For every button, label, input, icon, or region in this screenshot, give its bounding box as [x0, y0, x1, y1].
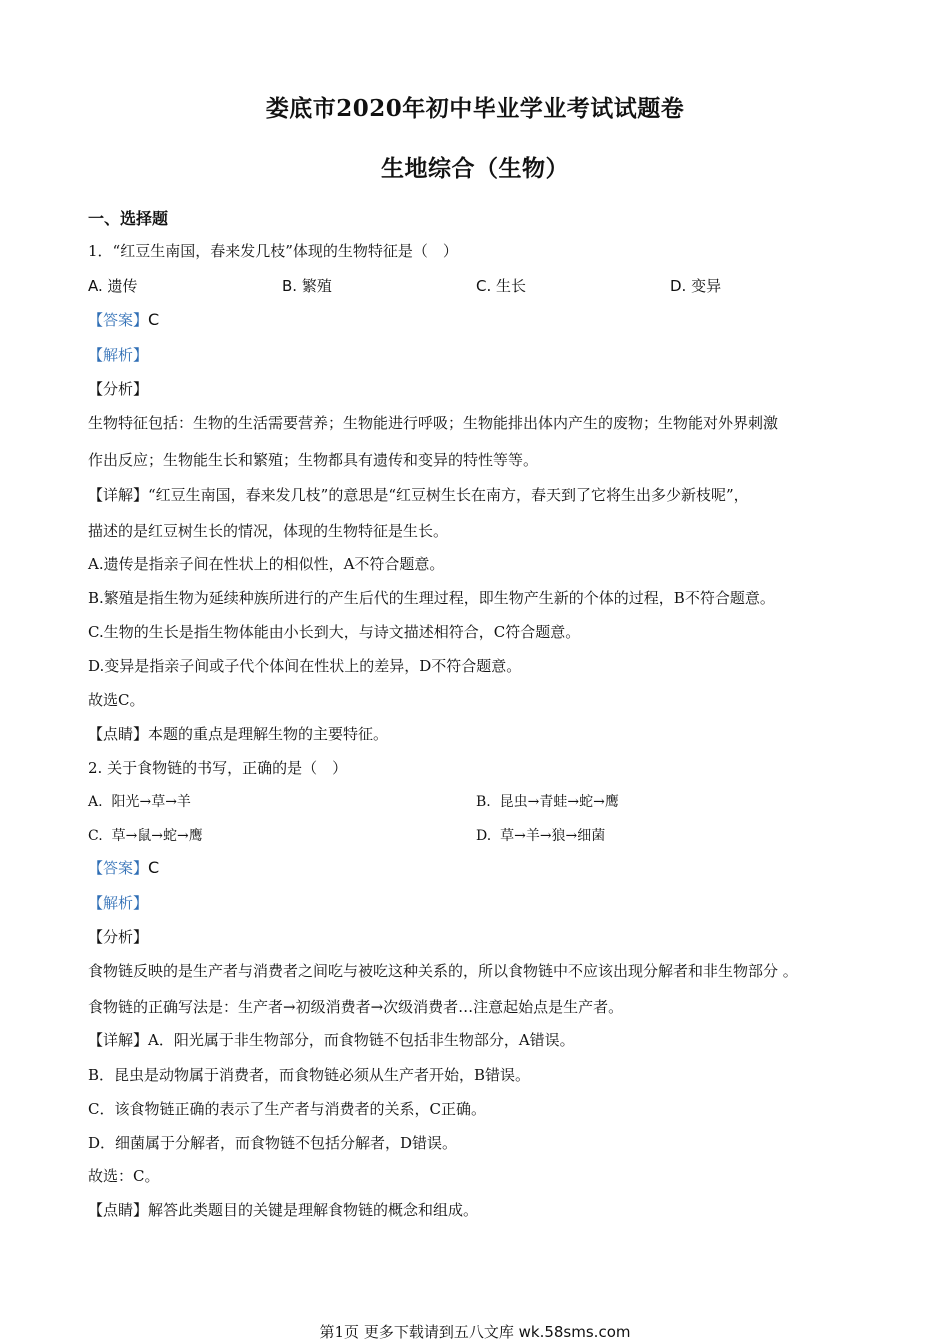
option-text: 阳光→草→羊 — [111, 794, 191, 810]
q2-text-line: B．昆虫是动物属于消费者，而食物链必须从生产者开始，B错误。 — [88, 1066, 531, 1084]
q1-text-line: A.遗传是指亲子间在性状上的相似性，A不符合题意。 — [88, 555, 445, 573]
q1-text-line: 生物特征包括：生物的生活需要营养；生物能进行呼吸；生物能排出体内产生的废物；生物能对外界刺激 — [88, 414, 779, 432]
q2-option-c — [88, 825, 203, 845]
q1-text-line: 作出反应；生物能生长和繁殖；生物都具有遗传和变异的特性等等。 — [88, 451, 539, 469]
option-letter: A. — [88, 277, 103, 295]
q1-text-line: C.生物的生长是指生物体能由小长到大，与诗文描述相符合，C符合题意。 — [88, 623, 581, 641]
q1-text-line: B.繁殖是指生物为延续种族所进行的产生后代的生理过程，即生物产生新的个体的过程，B不符合题意。 — [88, 589, 775, 607]
page-subtitle: 生地综合（生物） — [381, 155, 569, 182]
option-letter: D. — [670, 277, 687, 295]
q1-option-c — [476, 275, 526, 296]
option-text: 草→鼠→蛇→鹰 — [111, 828, 203, 844]
option-text: 变异 — [691, 277, 722, 295]
option-text: 繁殖 — [301, 277, 332, 295]
q1-option-b — [282, 275, 332, 296]
q2-text-line: C．该食物链正确的表示了生产者与消费者的关系，C正确。 — [88, 1100, 486, 1118]
footer-url: wk.58sms.com — [518, 1323, 631, 1341]
section-heading: 一、选择题 — [88, 209, 169, 228]
q1-text-line: 【详解】“红豆生南国，春来发几枝”的意思是“红豆树生长在南方，春天到了它将生出多少新枝呢”， — [88, 486, 749, 504]
answer-value: C — [148, 310, 160, 329]
q2-option-b — [476, 791, 619, 811]
q2-text-line: 食物链的正确写法是：生产者→初级消费者→次级消费者…注意起始点是生产者。 — [88, 998, 624, 1016]
option-letter: D. — [476, 828, 492, 844]
page-title: 娄底市2020年初中毕业学业考试试题卷 — [265, 95, 685, 122]
option-letter: C. — [476, 277, 492, 295]
q1-answer — [88, 309, 159, 330]
page-footer — [0, 1321, 950, 1342]
q1-stem: 1．“红豆生南国，春来发几枝”体现的生物特征是（ ） — [88, 242, 458, 260]
q2-text-line: 【详解】A．阳光属于非生物部分，而食物链不包括非生物部分，A错误。 — [88, 1031, 575, 1049]
q1-analysis-tag: 【解析】 — [88, 346, 149, 364]
q2-option-d — [476, 825, 605, 845]
option-letter: B. — [476, 794, 491, 810]
q2-answer — [88, 857, 159, 878]
q1-fenxi-tag: 【分析】 — [88, 380, 149, 398]
q2-option-a — [88, 791, 191, 811]
q2-fenxi-tag: 【分析】 — [88, 928, 149, 946]
option-letter: C. — [88, 828, 103, 844]
answer-tag: 【答案】 — [88, 859, 149, 877]
q1-option-d — [670, 275, 721, 296]
option-text: 生长 — [496, 277, 527, 295]
q2-text-line: D．细菌属于分解者，而食物链不包括分解者，D错误。 — [88, 1134, 458, 1152]
answer-value: C — [148, 858, 160, 877]
q1-text-line: D.变异是指亲子间或子代个体间在性状上的差异，D不符合题意。 — [88, 657, 522, 675]
option-text: 遗传 — [107, 277, 138, 295]
q1-text-line: 【点睛】本题的重点是理解生物的主要特征。 — [88, 725, 389, 743]
q2-text-line: 故选：C。 — [88, 1167, 160, 1185]
option-letter: A. — [88, 794, 103, 810]
q2-text-line: 食物链反映的是生产者与消费者之间吃与被吃这种关系的，所以食物链中不应该出现分解者和非生物部分 。 — [88, 962, 798, 980]
q2-analysis-tag: 【解析】 — [88, 894, 149, 912]
option-text: 草→羊→狼→细菌 — [500, 828, 606, 844]
answer-tag: 【答案】 — [88, 311, 149, 329]
footer-text: 第1页 更多下载请到五八文库 — [319, 1323, 514, 1341]
q1-option-a — [88, 275, 138, 296]
q1-text-line: 故选C。 — [88, 691, 145, 709]
q1-text-line: 描述的是红豆树生长的情况，体现的生物特征是生长。 — [88, 522, 449, 540]
option-letter: B. — [282, 277, 298, 295]
option-text: 昆虫→青蛙→蛇→鹰 — [499, 794, 619, 810]
q2-stem: 2. 关于食物链的书写，正确的是（ ） — [88, 759, 348, 777]
q2-text-line: 【点睛】解答此类题目的关键是理解食物链的概念和组成。 — [88, 1201, 479, 1219]
